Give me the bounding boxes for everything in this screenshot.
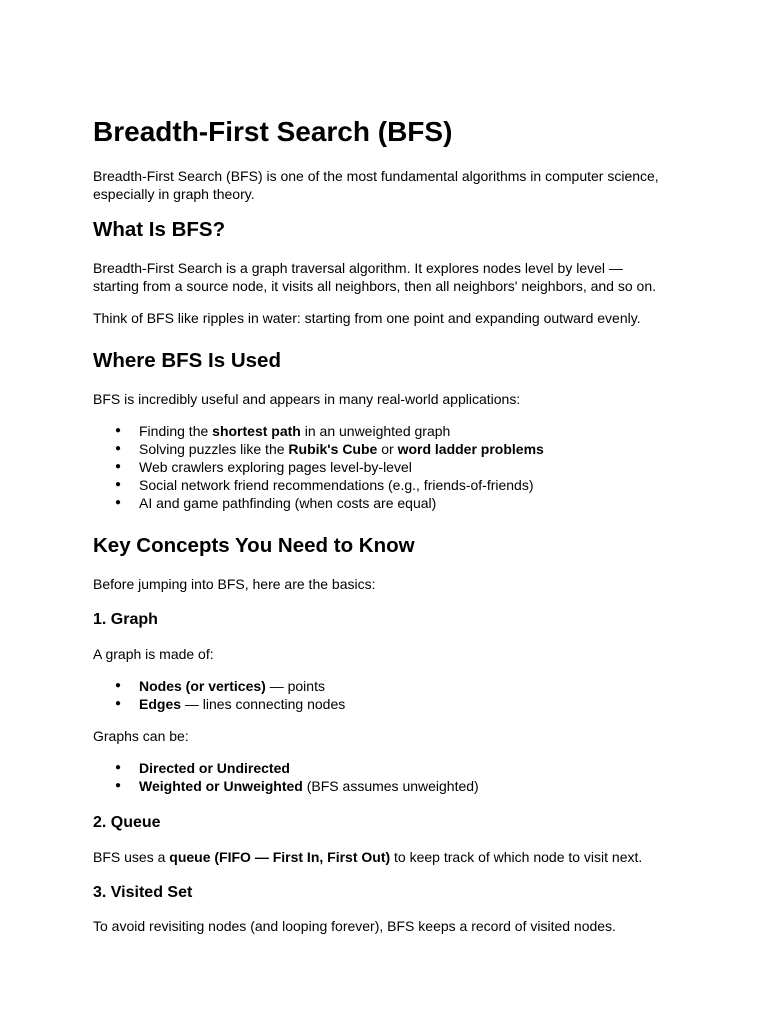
visited-paragraph: To avoid revisiting nodes (and looping forever), BFS keeps a record of visited nodes. [93, 918, 616, 934]
list-item-bold: Nodes (or vertices) [139, 678, 266, 694]
where-lead-paragraph: BFS is incredibly useful and appears in many real-world applications: [93, 391, 521, 407]
intro-line-2: especially in graph theory. [93, 186, 255, 202]
queue-text: to keep track of which node to visit next. [390, 849, 643, 865]
graph-lead-paragraph: A graph is made of: [93, 646, 214, 662]
what-paragraph-1 [93, 259, 656, 295]
list-item-text: Solving puzzles like the [139, 441, 289, 457]
what-p1-line-1: Breadth-First Search is a graph traversal algorithm. It explores nodes level by level — [93, 260, 623, 276]
list-item: ● Social network friend recommendations (e.g., friends-of-friends) [93, 476, 544, 494]
intro-paragraph [93, 167, 659, 203]
list-item: ● Web crawlers exploring pages level-by-level [93, 458, 544, 476]
list-item [93, 759, 479, 777]
queue-heading: 2. Queue [93, 814, 161, 831]
list-item-bold: word ladder problems [397, 441, 544, 457]
list-item-text: (BFS assumes unweighted) [302, 778, 479, 794]
list-item [93, 440, 544, 458]
list-item-text: or [377, 441, 398, 457]
where-bfs-used-heading: Where BFS Is Used [93, 349, 281, 372]
graph-types-list [93, 759, 479, 795]
list-item-bold: Weighted or Unweighted [139, 778, 303, 794]
what-is-bfs-heading: What Is BFS? [93, 218, 226, 241]
page-title: Breadth-First Search (BFS) [93, 116, 453, 147]
graph-heading: 1. Graph [93, 611, 158, 628]
queue-bold-text: queue (FIFO — First In, First Out) [169, 849, 391, 865]
list-item-bold: Rubik's Cube [288, 441, 378, 457]
list-item-bold: Edges [139, 696, 182, 712]
what-p1-line-2: starting from a source node, it visits all neighbors, then all neighbors' neighbors, and so on. [93, 278, 656, 294]
list-item-bold: Directed or Undirected [139, 760, 290, 776]
queue-paragraph [93, 848, 642, 866]
graph-parts-list [93, 677, 345, 713]
list-item [93, 677, 345, 695]
list-item [93, 422, 544, 440]
what-paragraph-2: Think of BFS like ripples in water: starting from one point and expanding outward evenly. [93, 310, 641, 326]
list-item-text: — lines connecting nodes [181, 696, 346, 712]
uses-list [93, 422, 544, 512]
list-item-bold: shortest path [212, 423, 301, 439]
concepts-lead-paragraph: Before jumping into BFS, here are the basics: [93, 576, 376, 592]
list-item: ● AI and game pathfinding (when costs are equal) [93, 494, 544, 512]
key-concepts-heading: Key Concepts You Need to Know [93, 534, 415, 557]
list-item-text: Finding the [139, 423, 213, 439]
list-item [93, 695, 345, 713]
list-item [93, 777, 479, 795]
intro-line-1: Breadth-First Search (BFS) is one of the most fundamental algorithms in computer science, [93, 168, 659, 184]
queue-text: BFS uses a [93, 849, 170, 865]
visited-set-heading: 3. Visited Set [93, 884, 193, 901]
graphs-can-be-paragraph: Graphs can be: [93, 728, 189, 744]
list-item-text: — points [265, 678, 325, 694]
list-item-text: in an unweighted graph [300, 423, 451, 439]
